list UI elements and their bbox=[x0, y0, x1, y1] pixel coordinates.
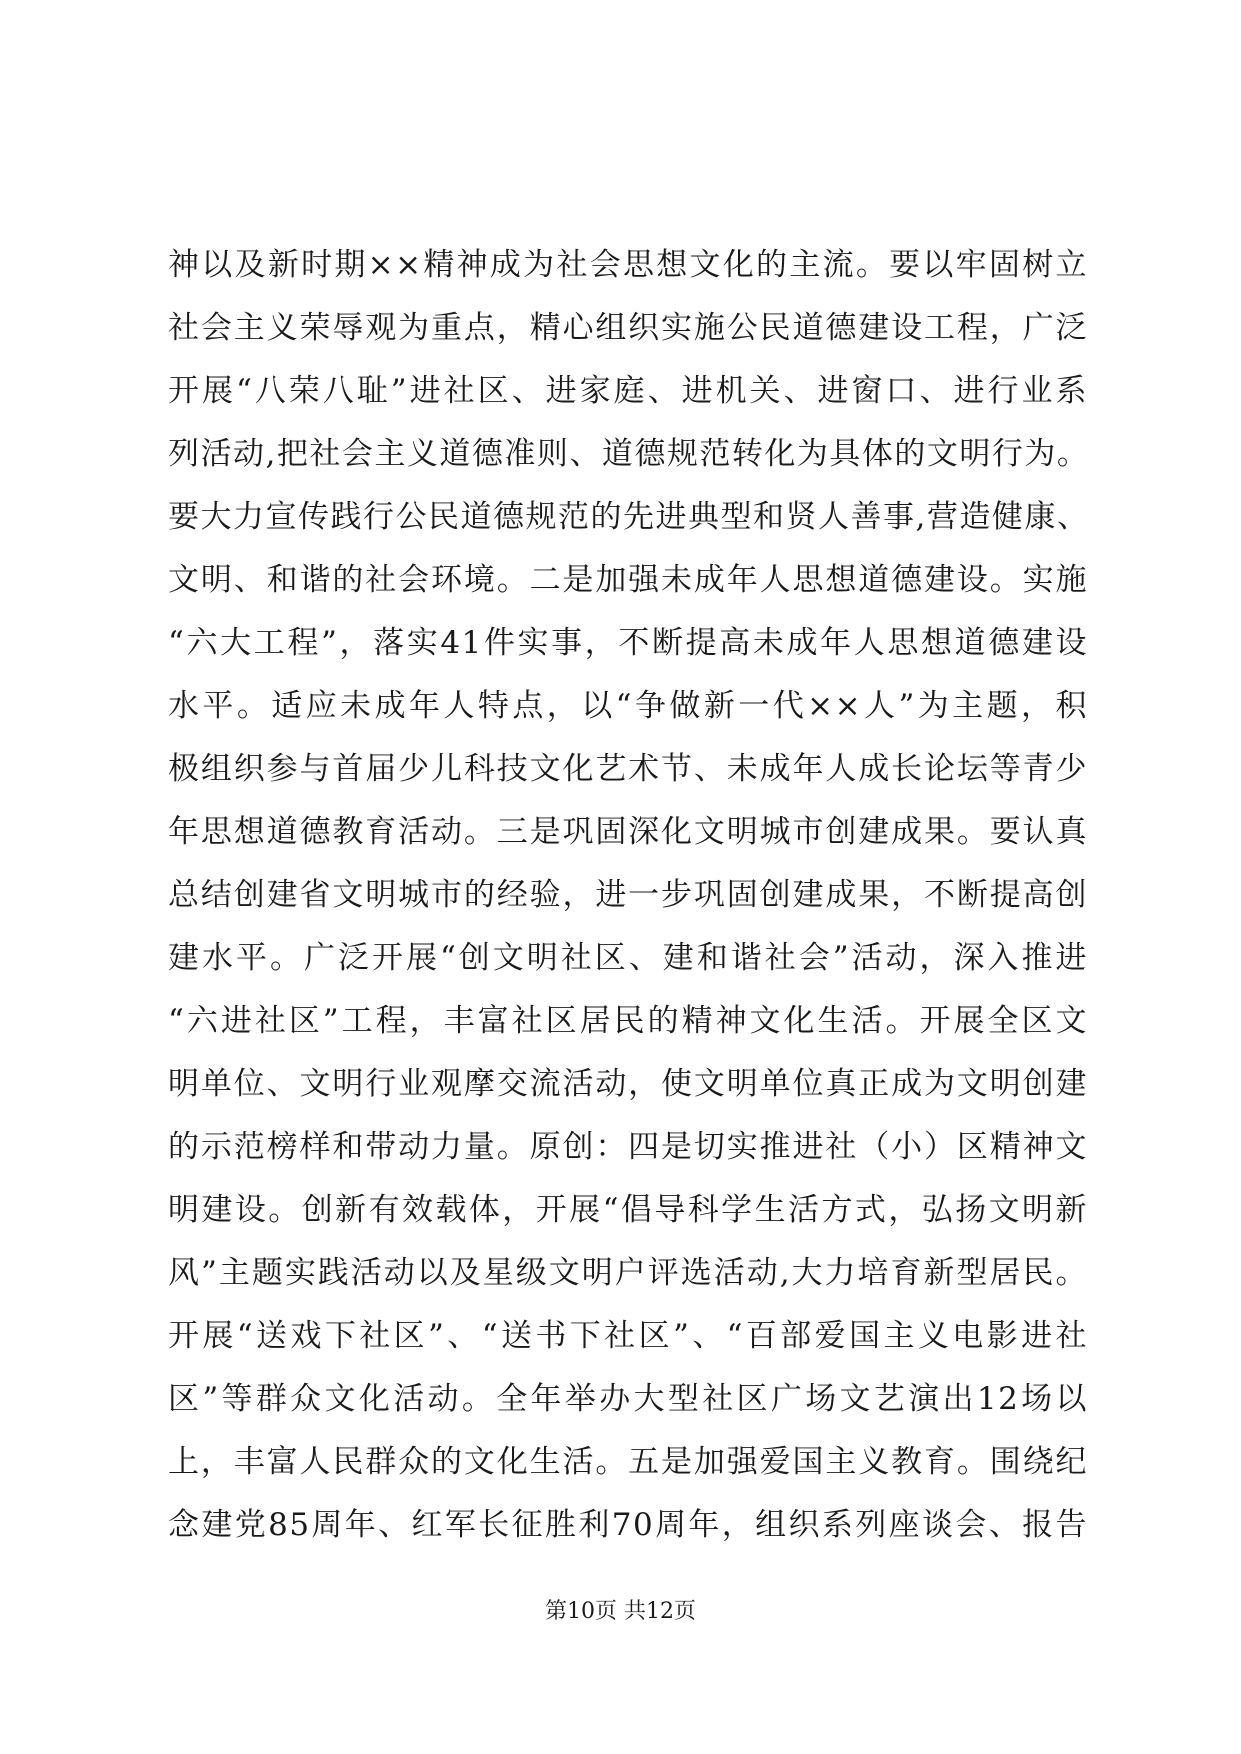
text-line: 水平。适应未成年人特点，以“争做新一代××人”为主题，积 bbox=[168, 688, 1088, 724]
text-line: 开展“送戏下社区”、“送书下社区”、“百部爱国主义电影进社 bbox=[168, 1318, 1088, 1354]
text-line: 明单位、文明行业观摩交流活动，使文明单位真正成为文明创建 bbox=[168, 1066, 1088, 1102]
text-line: “六大工程”，落实41件实事，不断提高未成年人思想道德建设 bbox=[168, 625, 1088, 661]
text-line: 文明、和谐的社会环境。二是加强未成年人思想道德建设。实施 bbox=[168, 562, 1088, 598]
text-line: 神以及新时期××精神成为社会思想文化的主流。要以牢固树立 bbox=[168, 247, 1088, 283]
text-line: 开展“八荣八耻”进社区、进家庭、进机关、进窗口、进行业系 bbox=[168, 373, 1088, 409]
text-line: 总结创建省文明城市的经验，进一步巩固创建成果，不断提高创 bbox=[168, 877, 1088, 913]
body-text bbox=[168, 234, 1088, 1557]
text-line: 上，丰富人民群众的文化生活。五是加强爱国主义教育。围绕纪 bbox=[168, 1444, 1088, 1480]
text-line: 建水平。广泛开展“创文明社区、建和谐社会”活动，深入推进 bbox=[168, 940, 1088, 976]
text-line: 区”等群众文化活动。全年举办大型社区广场文艺演出12场以 bbox=[168, 1381, 1088, 1417]
text-line: 社会主义荣辱观为重点，精心组织实施公民道德建设工程，广泛 bbox=[168, 310, 1088, 346]
text-line: 念建党85周年、红军长征胜利70周年，组织系列座谈会、报告 bbox=[168, 1507, 1088, 1543]
text-line: “六进社区”工程，丰富社区居民的精神文化生活。开展全区文 bbox=[168, 1003, 1088, 1039]
text-line: 要大力宣传践行公民道德规范的先进典型和贤人善事,营造健康、 bbox=[168, 499, 1090, 535]
text-line: 年思想道德教育活动。三是巩固深化文明城市创建成果。要认真 bbox=[168, 814, 1088, 850]
text-line: 极组织参与首届少儿科技文化艺术节、未成年人成长论坛等青少 bbox=[168, 751, 1088, 787]
text-line: 的示范榜样和带动力量。原创：四是切实推进社（小）区精神文 bbox=[168, 1129, 1088, 1165]
text-line: 明建设。创新有效载体，开展“倡导科学生活方式，弘扬文明新 bbox=[168, 1192, 1088, 1228]
text-line: 列活动,把社会主义道德准则、道德规范转化为具体的文明行为。 bbox=[168, 436, 1090, 472]
text-line: 风”主题实践活动以及星级文明户评选活动,大力培育新型居民。 bbox=[168, 1255, 1088, 1291]
page-number-footer: 第10页 共12页 bbox=[545, 1599, 696, 1624]
